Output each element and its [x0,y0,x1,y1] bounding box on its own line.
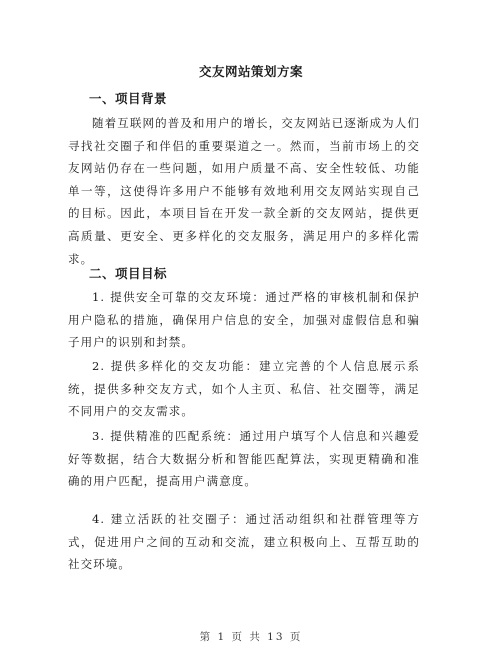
paragraph-goal-1: 1. 提供安全可靠的交友环境：通过严格的审核机制和保护用户隐私的措施，确保用户信息的安全，加强对虚假信息和骗子用户的识别和封禁。 [68,290,420,350]
paragraph-goal-3: 3. 提供精准的匹配系统：通过用户填写个人信息和兴趣爱好等数据，结合大数据分析和智能匹配算法，实现更精确和准确的用户匹配，提高用户满意度。 [68,429,420,489]
paragraph-goal-4: 4. 建立活跃的社交圈子：通过活动组织和社群管理等方式，促进用户之间的互动和交流，建立积极向上、互帮互助的社交环境。 [68,512,420,572]
paragraph-goal-2: 2. 提供多样化的交友功能：建立完善的个人信息展示系统，提供多种交友方式，如个人主页、私信、社交圈等，满足不同用户的交友需求。 [68,359,420,419]
document-title: 交友网站策划方案 [198,64,303,79]
section-heading-goals: 二、项目目标 [89,266,168,281]
paragraph-background: 随着互联网的普及和用户的增长，交友网站已逐渐成为人们寻找社交圈子和伴侣的重要渠道之一。然而，当前市场上的交友网站仍存在一些问题，如用户质量不高、安全性较低、功能单一等，这使得许多用户不能够有效地利用交友网站实现自己的目标。因此，本项目旨在开发一款全新的交友网站，提供更高质量、更安全、更多样化的交友服务，满足用户的多样化需求。 [68,116,420,266]
page-number-footer: 第 1 页 共 13 页 [199,631,303,643]
section-heading-background: 一、项目背景 [89,91,168,106]
